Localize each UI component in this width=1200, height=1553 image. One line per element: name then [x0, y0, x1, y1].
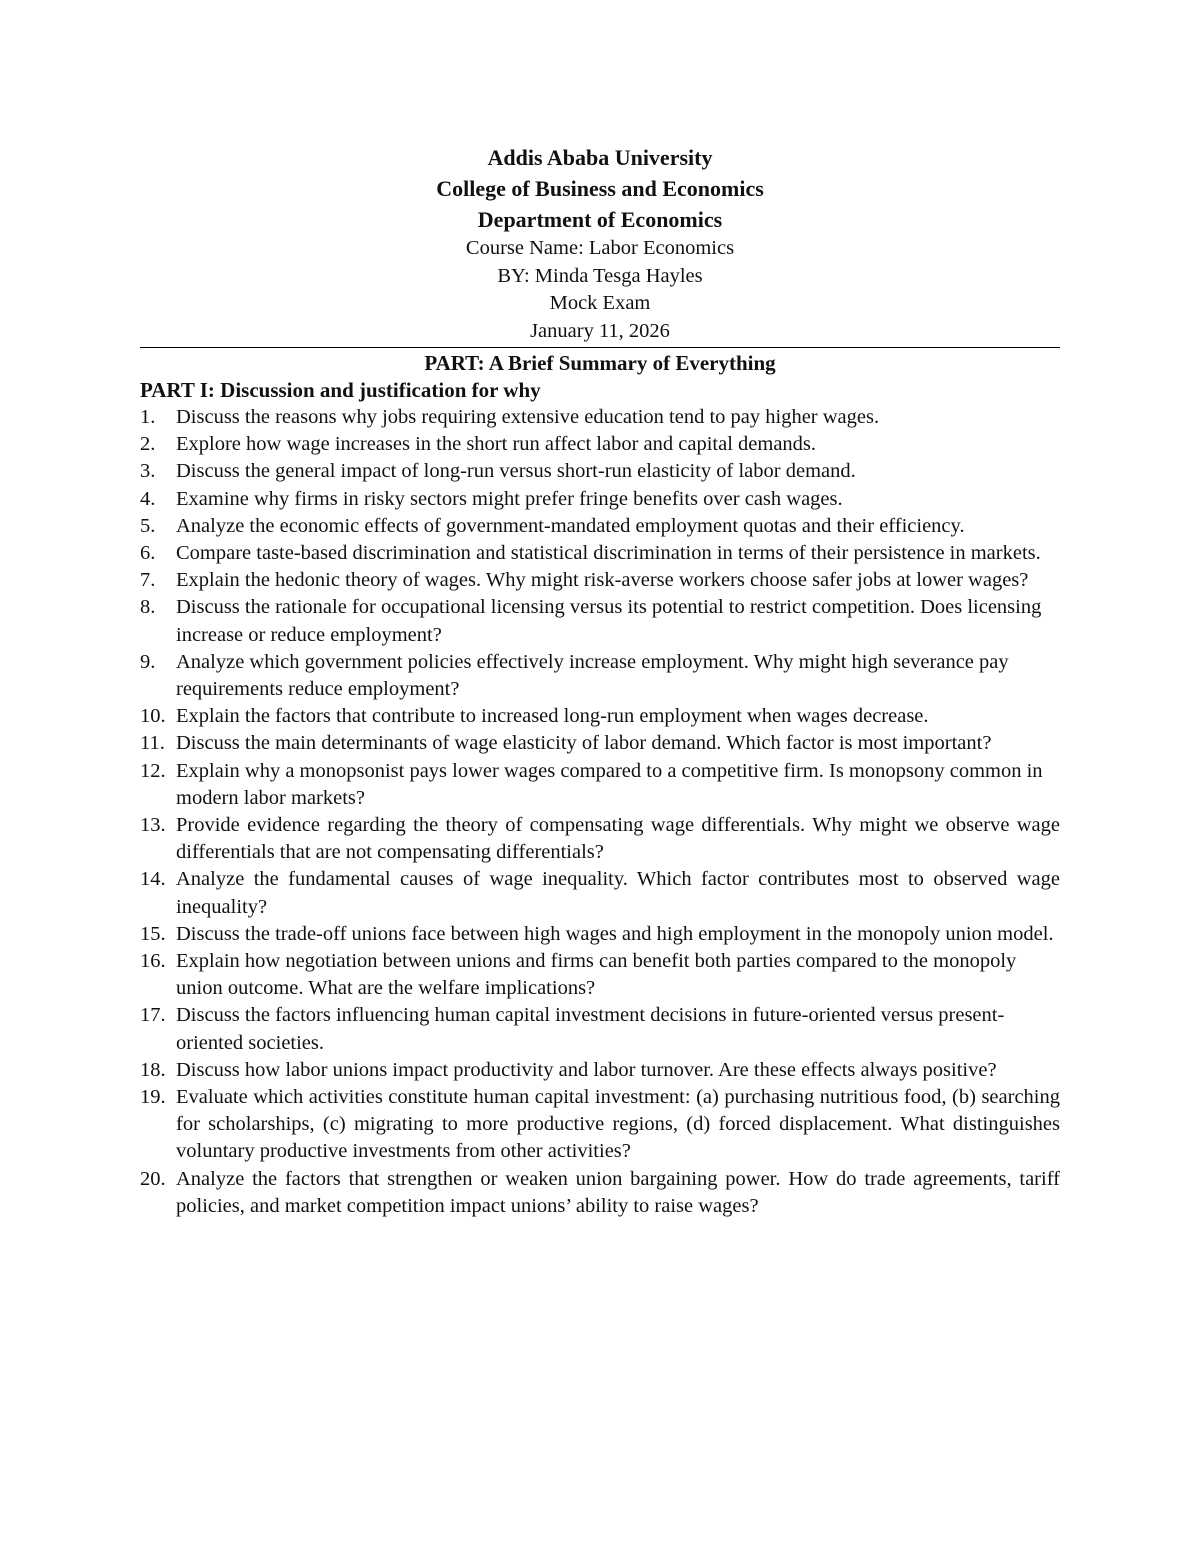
question-item — [140, 1002, 1060, 1056]
question-text: Evaluate which activities constitute human capital investment: (a) purchasing nutritious food, (b) searching for scholarships, (c) migrating to more productive regions, (d) forced displacement. What distinguishes voluntary productive investments from other activities? — [176, 1086, 1060, 1163]
question-number: 8. — [140, 596, 156, 619]
question-number: 5. — [140, 514, 156, 537]
question-number: 3. — [140, 460, 156, 483]
question-number: 9. — [140, 650, 156, 673]
question-number: 16. — [140, 950, 166, 973]
question-number: 2. — [140, 433, 156, 456]
question-number: 1. — [140, 406, 156, 428]
part-title: PART: A Brief Summary of Everything — [424, 351, 776, 375]
university-name: Addis Ababa University — [487, 145, 713, 170]
exam-type: Mock Exam — [549, 292, 651, 314]
question-text: Analyze the fundamental causes of wage inequality. Which factor contributes most to observed wage inequality? — [176, 868, 1060, 918]
question-number: 10. — [140, 705, 166, 728]
header-divider — [140, 347, 1060, 348]
question-item — [140, 540, 1060, 567]
question-item — [140, 1166, 1060, 1220]
question-text: Discuss the reasons why jobs requiring extensive education tend to pay higher wages. — [176, 406, 880, 428]
section-title: PART I: Discussion and justification for why — [140, 378, 541, 402]
question-number: 19. — [140, 1086, 166, 1109]
exam-date: January 11, 2026 — [530, 319, 670, 342]
question-number: 17. — [140, 1004, 166, 1027]
question-item — [140, 730, 1060, 757]
question-text: Analyze the economic effects of government-mandated employment quotas and their efficiency. — [176, 514, 965, 537]
department-name: Department of Economics — [477, 207, 723, 232]
question-number: 7. — [140, 569, 156, 592]
question-item — [140, 486, 1060, 513]
question-number: 15. — [140, 922, 166, 945]
question-text: Analyze the factors that strengthen or weaken union bargaining power. How do trade agreements, tariff policies, and market competition impact unions’ ability to raise wages? — [176, 1167, 1060, 1217]
question-number: 20. — [140, 1167, 166, 1190]
question-number: 12. — [140, 759, 166, 782]
question-list — [140, 404, 1060, 1220]
question-number: 11. — [140, 732, 165, 755]
question-text: Discuss the trade-off unions face between high wages and high employment in the monopoly union model. — [176, 922, 1054, 945]
author-line: BY: Minda Tesga Hayles — [497, 264, 703, 287]
question-item — [140, 458, 1060, 485]
question-item — [140, 866, 1060, 920]
question-text: Discuss the general impact of long-run versus short-run elasticity of labor demand. — [176, 460, 856, 483]
question-item — [140, 921, 1060, 948]
question-item — [140, 513, 1060, 540]
question-number: 4. — [140, 487, 156, 510]
question-item — [140, 703, 1060, 730]
question-item — [140, 649, 1060, 703]
question-item — [140, 594, 1060, 648]
question-number: 14. — [140, 868, 166, 891]
question-text: Discuss the rationale for occupational licensing versus its potential to restrict competition. Does licensing increase or reduce employment? — [176, 596, 1042, 646]
question-number: 13. — [140, 814, 166, 837]
question-text: Examine why firms in risky sectors might prefer fringe benefits over cash wages. — [176, 487, 843, 510]
college-name: College of Business and Economics — [436, 176, 764, 201]
question-item — [140, 812, 1060, 866]
question-text: Discuss the factors influencing human capital investment decisions in future-oriented versus present-oriented societies. — [176, 1004, 1005, 1054]
question-text: Explain the factors that contribute to increased long-run employment when wages decrease. — [176, 705, 929, 728]
question-text: Explain how negotiation between unions and firms can benefit both parties compared to the monopoly union outcome. What are the welfare implications? — [176, 950, 1017, 1000]
question-text: Provide evidence regarding the theory of compensating wage differentials. Why might we observe wage differentials that are not compensating differentials? — [176, 814, 1060, 864]
document-page — [140, 142, 1060, 1220]
question-item — [140, 1084, 1060, 1166]
question-text: Discuss the main determinants of wage elasticity of labor demand. Which factor is most important? — [176, 732, 992, 755]
question-item — [140, 431, 1060, 458]
question-text: Explain why a monopsonist pays lower wages compared to a competitive firm. Is monopsony common in modern labor markets? — [176, 759, 1043, 809]
question-text: Analyze which government policies effectively increase employment. Why might high severance pay requirements reduce employment? — [176, 650, 1009, 701]
question-number: 18. — [140, 1058, 166, 1081]
question-item — [140, 567, 1060, 594]
question-item — [140, 404, 1060, 431]
question-item — [140, 948, 1060, 1002]
document-header — [140, 142, 1060, 345]
question-text: Discuss how labor unions impact productivity and labor turnover. Are these effects always positive? — [176, 1058, 997, 1081]
question-number: 6. — [140, 542, 156, 565]
question-text: Explore how wage increases in the short run affect labor and capital demands. — [176, 433, 817, 456]
question-item — [140, 1057, 1060, 1084]
question-text: Compare taste-based discrimination and statistical discrimination in terms of their persistence in markets. — [176, 542, 1041, 565]
course-name: Course Name: Labor Economics — [465, 237, 735, 259]
question-item — [140, 758, 1060, 812]
question-text: Explain the hedonic theory of wages. Why might risk-averse workers choose safer jobs at lower wages? — [176, 569, 1029, 592]
